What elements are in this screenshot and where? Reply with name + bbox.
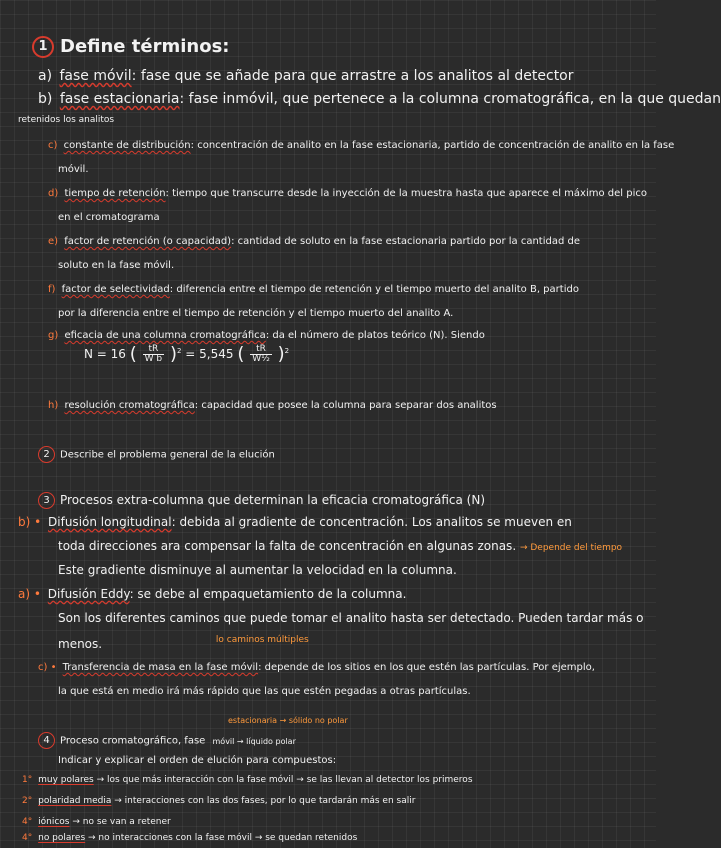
term-g: g) eficacia de una columna cromatográfica: da el número de platos teórico (N). Siendo	[48, 330, 485, 341]
term-a-definition: fase que se añade para que arrastre a los analitos al detector	[140, 68, 574, 84]
term-a-label: fase móvil	[59, 68, 132, 84]
term-g-definition: da el número de platos teórico (N). Siendo	[272, 330, 485, 341]
section-2-number: 2	[38, 446, 55, 463]
term-d-definition: tiempo que transcurre desde la inyección de la muestra hasta que aparece el máximo del pico	[172, 188, 647, 199]
term-e: e) factor de retención (o capacidad): cantidad de soluto en la fase estacionaria partido por la cantidad de	[48, 236, 580, 247]
term-c-label: constante de distribución	[63, 140, 191, 151]
section-3-title: 3 Procesos extra-columna que determinan la eficacia cromatográfica (N)	[38, 492, 485, 509]
process-a-line-2: Son los diferentes caminos que puede tomar el analito hasta ser detectado. Pueden tardar más o	[58, 611, 644, 625]
term-e-definition: cantidad de soluto en la fase estacionaria partido por la cantidad de	[237, 236, 580, 247]
term-e-continuation: soluto en la fase móvil.	[58, 260, 175, 271]
section-1-number: 1	[32, 36, 54, 58]
term-d-continuation: en el cromatograma	[58, 212, 160, 223]
term-g-label: eficacia de una columna cromatográfica	[64, 330, 266, 341]
process-b: b) • Difusión longitudinal: debida al gradiente de concentración. Los analitos se mueven en	[18, 515, 572, 529]
term-e-label: factor de retención (o capacidad)	[64, 236, 232, 247]
term-d: d) tiempo de retención: tiempo que transcurre desde la inyección de la muestra hasta que aparece el máximo del pico	[48, 188, 647, 199]
term-h-label: resolución cromatográfica	[64, 400, 195, 411]
section-2-title: 2 Describe el problema general de la elución	[38, 446, 275, 463]
term-f-label: factor de selectividad	[61, 284, 170, 295]
process-a-line-3: menos. $^{lo caminos múltiples}$	[58, 635, 309, 651]
term-c: c) constante de distribución: concentración de analito en la fase estacionaria, partido de concentración de analito en la fase	[48, 140, 675, 151]
process-c: c) • Transferencia de masa en la fase móvil: depende de los sitios en los que estén las partículas. Por ejemplo,	[38, 662, 595, 673]
process-b-line-2: toda direcciones ara compensar la falta de concentración en algunas zonas. → Depende del tiempo	[58, 539, 623, 553]
term-h: h) resolución cromatográfica: capacidad que posee la columna para separar dos analitos	[48, 400, 497, 411]
section-4-number: 4	[38, 732, 55, 749]
term-b-continuation: retenidos los analitos	[18, 115, 115, 125]
term-b: b) fase estacionaria: fase inmóvil, que pertenece a la columna cromatográfica, en la que quedan	[38, 91, 721, 107]
section-3-number: 3	[38, 492, 55, 509]
term-b-label: fase estacionaria	[59, 91, 180, 107]
elution-order-2: 2° polaridad media → interacciones con las dos fases, por lo que tardarán más en salir	[22, 796, 416, 806]
phase-annotation-stationary: estacionaria → sólido no polar	[228, 716, 348, 725]
section-4-instruction: Indicar y explicar el orden de elución para compuestos:	[58, 755, 337, 766]
term-b-definition: fase inmóvil, que pertenece a la columna cromatográfica, en la que quedan	[188, 91, 721, 107]
section-1-title: 1 Define términos:	[32, 36, 230, 58]
plate-number-formula: N = 16 ( $\frac{tR}{\text{W b}}$ )$^2$ = 5,545 ( $\frac{tR}{\text{W½}}$ )$^2$	[84, 343, 290, 365]
term-c-definition: concentración de analito en la fase estacionaria, partido de concentración de analito en la fase	[197, 140, 675, 151]
section-4-title: 4 Proceso cromatográfico, fase móvil → líquido polar	[38, 732, 296, 749]
term-d-label: tiempo de retención	[64, 188, 166, 199]
term-c-continuation: móvil.	[58, 164, 89, 175]
elution-order-3: 4° iónicos → no se van a retener	[22, 817, 171, 827]
process-c-line-2: la que está en medio irá más rápido que las que estén pegadas a otras partículas.	[58, 686, 471, 697]
elution-order-1: 1° muy polares → los que más interacción con la fase móvil → se las llevan al detector los primeros	[22, 775, 473, 785]
term-f-continuation: por la diferencia entre el tiempo de retención y el tiempo muerto del analito A.	[58, 308, 454, 319]
term-f: f) factor de selectividad: diferencia entre el tiempo de retención y el tiempo muerto del analito B, partido	[48, 284, 579, 295]
term-f-definition: diferencia entre el tiempo de retención y el tiempo muerto del analito B, partido	[176, 284, 579, 295]
term-a: a) fase móvil: fase que se añade para que arrastre a los analitos al detector	[38, 68, 574, 84]
process-a: a) • Difusión Eddy: se debe al empaquetamiento de la columna.	[18, 587, 407, 601]
term-h-definition: capacidad que posee la columna para separar dos analitos	[201, 400, 497, 411]
process-b-line-3: Este gradiente disminuye al aumentar la velocidad en la columna.	[58, 563, 457, 577]
elution-order-4: 4° no polares → no interacciones con la fase móvil → se quedan retenidos	[22, 833, 358, 843]
